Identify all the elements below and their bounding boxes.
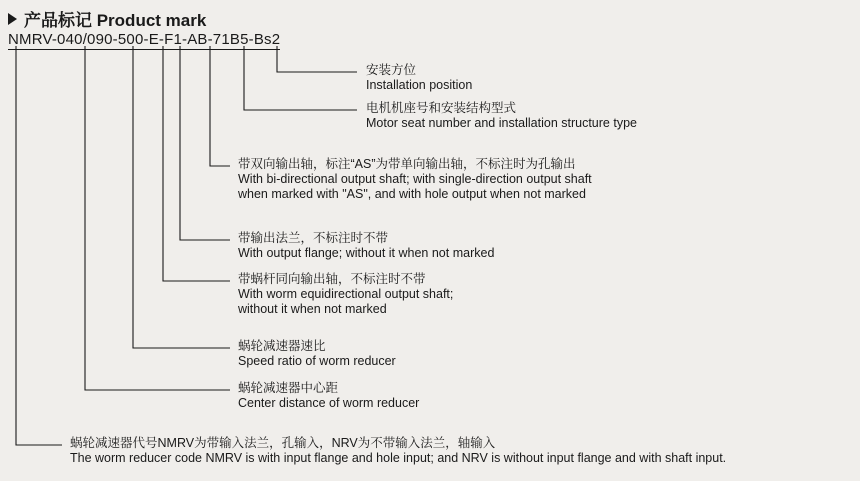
callout-speed-ratio: 蜗轮减速器速比 Speed ratio of worm reducer (238, 339, 396, 368)
page-title: 产品标记 Product mark (24, 11, 207, 30)
product-code: NMRV-040/090-500-E-F1-AB-71B5-Bs2 (8, 31, 281, 48)
diagram-title (8, 6, 206, 31)
leader-line-worm-shaft (163, 46, 230, 281)
callout-output-shaft-direction: 带双向输出轴，标注“AS”为带单向输出轴，不标注时为孔输出 With bi-directional output shaft; with single-direction output shaft when marked with "AS", and with hole output when not marked (238, 157, 592, 201)
leader-line-installation-position (277, 46, 357, 72)
callout-motor-seat-number: 电机机座号和安装结构型式 Motor seat number and installation structure type (366, 101, 637, 130)
leader-line-output-flange (180, 46, 230, 240)
callout-installation-position: 安装方位 Installation position (366, 63, 473, 92)
leader-line-motor-seat (244, 46, 357, 110)
callout-worm-equidirectional-shaft: 带蜗杆同向输出轴，不标注时不带 With worm equidirectional output shaft; without it when not marked (238, 272, 454, 316)
callout-reducer-code: 蜗轮减速器代号NMRV为带输入法兰，孔输入，NRV为不带输入法兰，轴输入 The worm reducer code NMRV is with input flange and hole input; and NRV is without input flange and with shaft input. (70, 436, 727, 465)
callout-output-flange: 带输出法兰，不标注时不带 With output flange; without it when not marked (238, 231, 495, 260)
leader-line-output-shaft (210, 46, 230, 166)
callout-center-distance: 蜗轮减速器中心距 Center distance of worm reducer (238, 381, 420, 410)
leader-line-speed-ratio (133, 46, 230, 348)
leader-line-center-distance (85, 46, 230, 390)
triangle-right-icon (8, 13, 17, 25)
leader-line-reducer-code (16, 46, 62, 445)
